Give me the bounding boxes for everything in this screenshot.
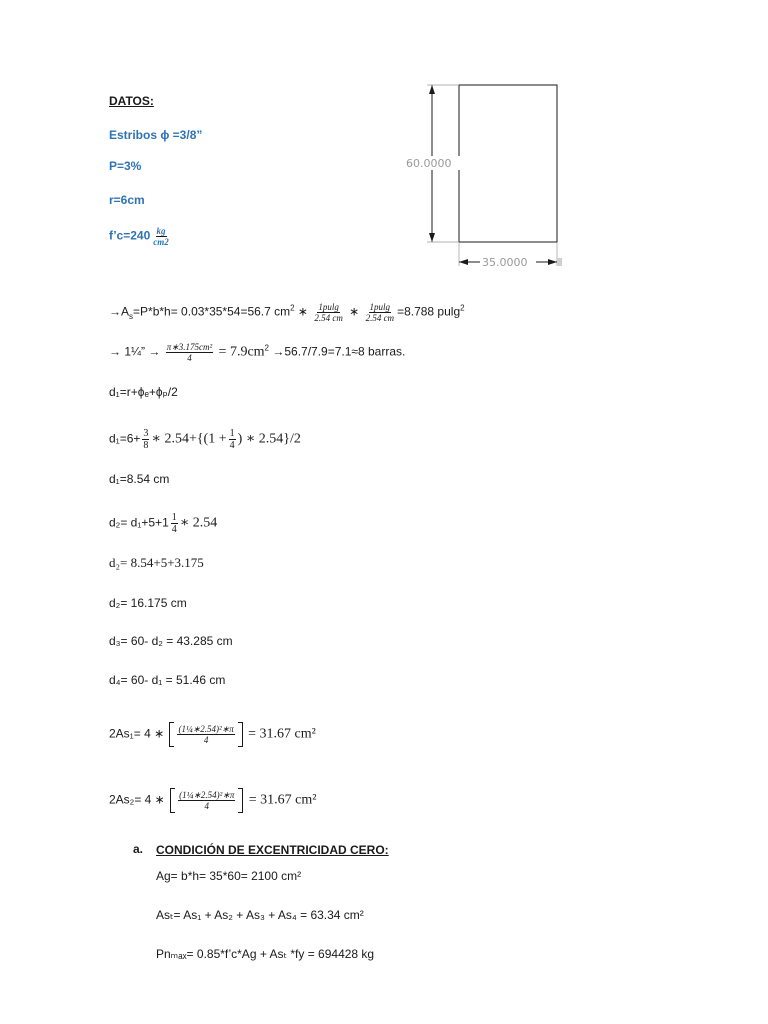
as2-fraction (178, 790, 235, 811)
bar-frac-num: π∗3.175cm² (166, 342, 213, 352)
as2-label: 2As₂= 4 ∗ (109, 792, 165, 807)
as2-result: = 31.67 cm² (248, 792, 317, 808)
bar-eq: = 7.9cm (218, 344, 265, 360)
fc-unit-num: kg (156, 226, 166, 236)
p-line: P=3% (109, 159, 142, 173)
as-fraction-1 (313, 302, 344, 323)
d1-expr-c: ) ∗ 2.54}/2 (237, 431, 301, 447)
as-result: =8.788 pulg (397, 304, 461, 319)
ag-line: Ag= b*h= 35*60= 2100 cm² (156, 869, 302, 883)
d2-value: d₂= 16.175 cm (109, 596, 187, 610)
width-arrow-left (459, 259, 468, 265)
height-label: 60.0000 (406, 157, 452, 170)
as2-line (109, 788, 316, 813)
height-arrow-top (429, 85, 435, 94)
as-frac-1-num: 1pulg (318, 302, 339, 312)
estribos-line: Estribos ϕ =3/8” (109, 128, 203, 142)
width-end-marker (557, 258, 562, 266)
as1-bracket (169, 722, 242, 747)
as1-label: 2As₁= 4 ∗ (109, 726, 165, 741)
d2-frac-1-4: $\frac{1}{4}$ (171, 512, 177, 535)
ast-line: Asₜ= As₁ + As₂ + As₃ + As₄ = 63.34 cm² (156, 908, 364, 922)
fc-prefix: f’c=240 (109, 228, 151, 243)
as1-frac-den: 4 (203, 735, 209, 745)
bar-prefix: → 1¼” → (109, 344, 161, 359)
d2-expr-a: d₂= d₁+5+1 (109, 515, 169, 530)
as-expr: =P*b*h= 0.03*35*54=56.7 cm (133, 304, 291, 319)
d1-expression (109, 428, 301, 451)
as1-result: = 31.67 cm² (248, 726, 316, 742)
as-frac-2-num: 1pulg (369, 302, 391, 312)
width-arrow-right (548, 259, 557, 265)
d1-value: d₁=8.54 cm (109, 472, 170, 486)
as1-fraction (177, 724, 234, 745)
as2-frac-den: 4 (204, 801, 209, 811)
bar-line: → 1¼” → $\frac{\text{π∗3.175cm²}}{4}$ = $7.9cm^2 \to 56.7/7.9=7.1\approx 8$ barras. (109, 342, 406, 363)
as-sub: s (129, 312, 134, 322)
height-arrow-bottom (429, 233, 435, 242)
width-label: 35.0000 (482, 256, 528, 269)
as-fraction-2 (365, 302, 396, 323)
d1-frac-1-4: $\frac{1}{4}$ (229, 428, 235, 451)
d2-expression (109, 512, 217, 535)
as1-line (109, 722, 316, 747)
d4-value: d₄= 60- d₁ = 51.46 cm (109, 673, 226, 687)
bar-fraction (166, 342, 214, 363)
d1-frac-3-8: $\frac{3}{8}$ (143, 428, 149, 451)
as-frac-2-den: 2.54 cm (365, 313, 395, 323)
d2-sum: d₂= 8.54+5+3.175 (109, 555, 204, 570)
d1-expr-b: ∗ 2.54+{(1 + (151, 431, 227, 447)
as1-frac-num: (1¼∗2.54)²∗π (178, 724, 234, 734)
as-prefix: →A (109, 304, 130, 319)
d3-value: d₃= 60- d₂ = 43.285 cm (109, 634, 233, 648)
as-line: $\to A_s=P*b*h= 0.03*35*54=56.7$ $cm^2$ ∗ $\frac{1pulg}{2.54 cm}$ ∗ $\frac{1pulg}{2.54 cm}$ =8.788 pulg$^2$ (109, 302, 465, 323)
column-rectangle (459, 85, 557, 242)
section-title: CONDICIÓN DE EXCENTRICIDAD CERO: (156, 843, 389, 857)
r-line: r=6cm (109, 193, 145, 207)
bar-frac-den: 4 (187, 353, 192, 363)
fc-unit-den: cm2 (153, 237, 169, 247)
d1-expr-a: d₁=6+ (109, 431, 141, 446)
column-section-drawing (400, 80, 580, 270)
as2-frac-num: (1¼∗2.54)²∗π (179, 790, 235, 800)
fc-line (109, 226, 172, 247)
section-marker: a. (133, 842, 144, 856)
d2-expr-b: ∗ 2.54 (179, 515, 218, 531)
bar-result: →56.7/7.9=7.1≈8 barras. (272, 344, 406, 359)
pn-line: Pnₘₐₓ= 0.85*f’c*Ag + Asₜ *fy = 694428 kg (156, 947, 375, 961)
fc-unit-fraction (152, 226, 170, 247)
as2-bracket (170, 788, 243, 813)
datos-title: DATOS: (109, 94, 154, 108)
d1-formula: d₁=r+ϕₑ+ϕₚ/2 (109, 385, 178, 399)
as-frac-1-den: 2.54 cm (314, 313, 343, 323)
